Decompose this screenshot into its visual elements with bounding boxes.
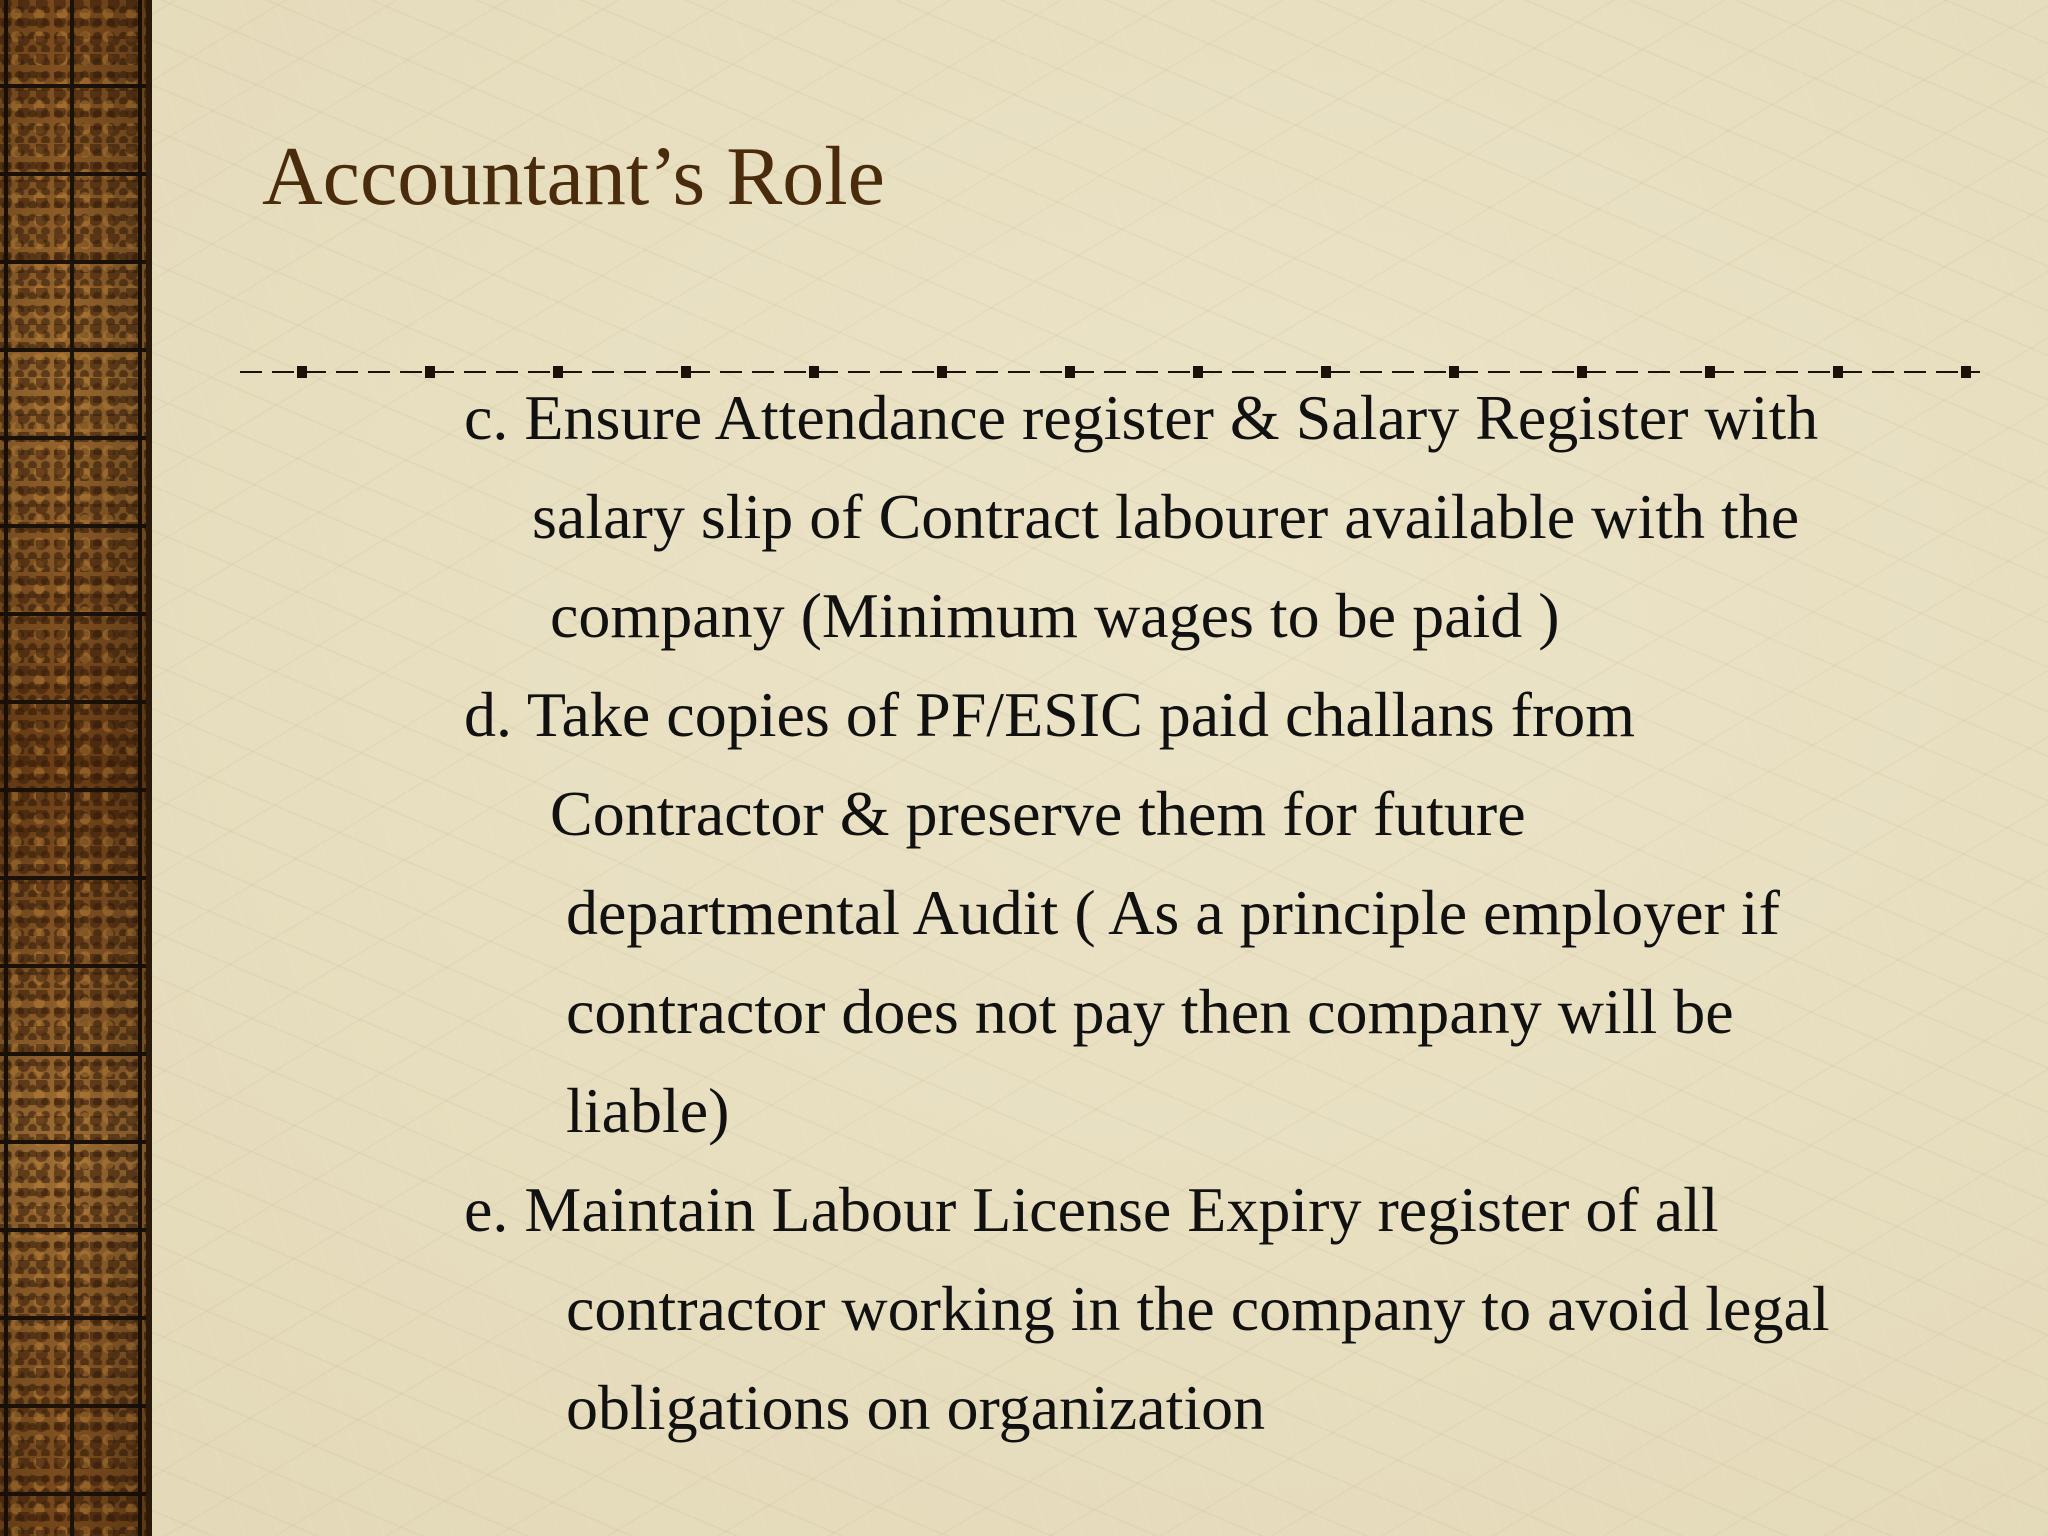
body-line-e-2: contractor working in the company to avoid legal — [566, 1273, 1830, 1344]
title-divider — [240, 366, 1980, 378]
body-line-d-4: contractor does not pay then company will be — [566, 976, 1734, 1047]
body-line-e-3: obligations on organization — [566, 1372, 1266, 1443]
body-line-d-3: departmental Audit ( As a principle employer if — [566, 877, 1780, 948]
body-line-d-1: d. Take copies of PF/ESIC paid challans from — [464, 679, 1636, 750]
body-line-d-2: Contractor & preserve them for future — [550, 778, 1526, 849]
body-line-c-3: company (Minimum wages to be paid ) — [550, 580, 1560, 651]
body-line-d-5: liable) — [566, 1075, 730, 1146]
body-line-c-2: salary slip of Contract labourer available with the — [532, 481, 1800, 552]
decorative-side-border — [0, 0, 152, 1536]
body-line-e-1: e. Maintain Labour License Expiry register of all — [464, 1174, 1719, 1245]
slide-title: Accountant’s Role — [262, 130, 885, 223]
side-border-shade — [0, 0, 146, 1536]
body-line-c-1: c. Ensure Attendance register & Salary Register with — [464, 382, 1819, 453]
